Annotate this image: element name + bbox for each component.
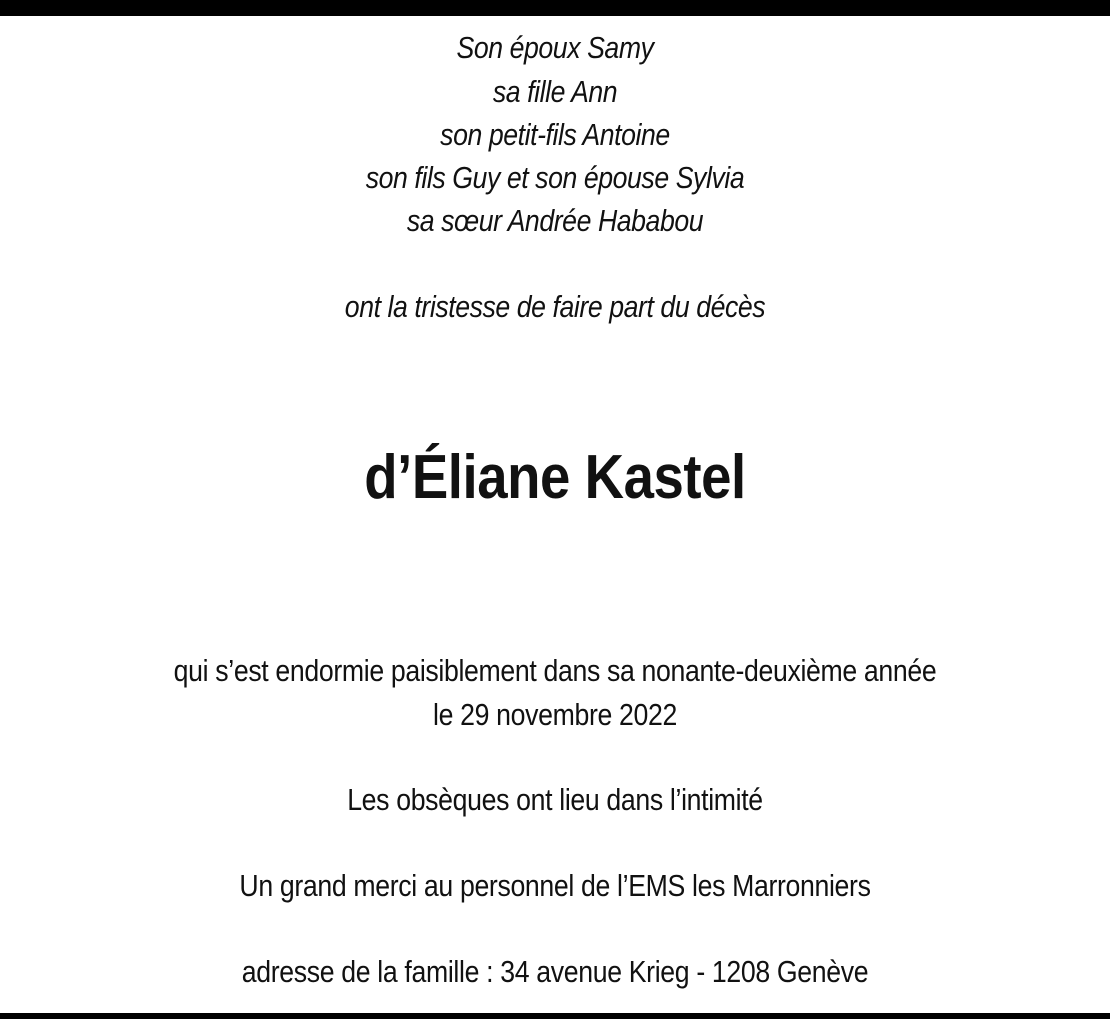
family-line-sister: sa sœur Andrée Hababou (406, 203, 704, 238)
family-line-spouse: Son époux Samy (456, 30, 654, 65)
thanks-text: Un grand merci au personnel de l’EMS les Marronniers (239, 868, 871, 903)
funeral-text: Les obsèques ont lieu dans l’intimité (347, 782, 763, 817)
bottom-border-rule (0, 1013, 1110, 1019)
family-line-daughter: sa fille Ann (492, 74, 618, 109)
family-line-grandson: son petit-fils Antoine (440, 117, 670, 152)
announcement-text: ont la tristesse de faire part du décès (344, 289, 766, 324)
family-address: adresse de la famille : 34 avenue Krieg - 1208 Genève (241, 954, 869, 989)
family-line-son: son fils Guy et son épouse Sylvia (365, 160, 745, 195)
date-of-death: le 29 novembre 2022 (433, 697, 677, 732)
passing-text: qui s’est endormie paisiblement dans sa nonante-deuxième année (173, 653, 937, 688)
deceased-name: d’Éliane Kastel (364, 443, 746, 512)
